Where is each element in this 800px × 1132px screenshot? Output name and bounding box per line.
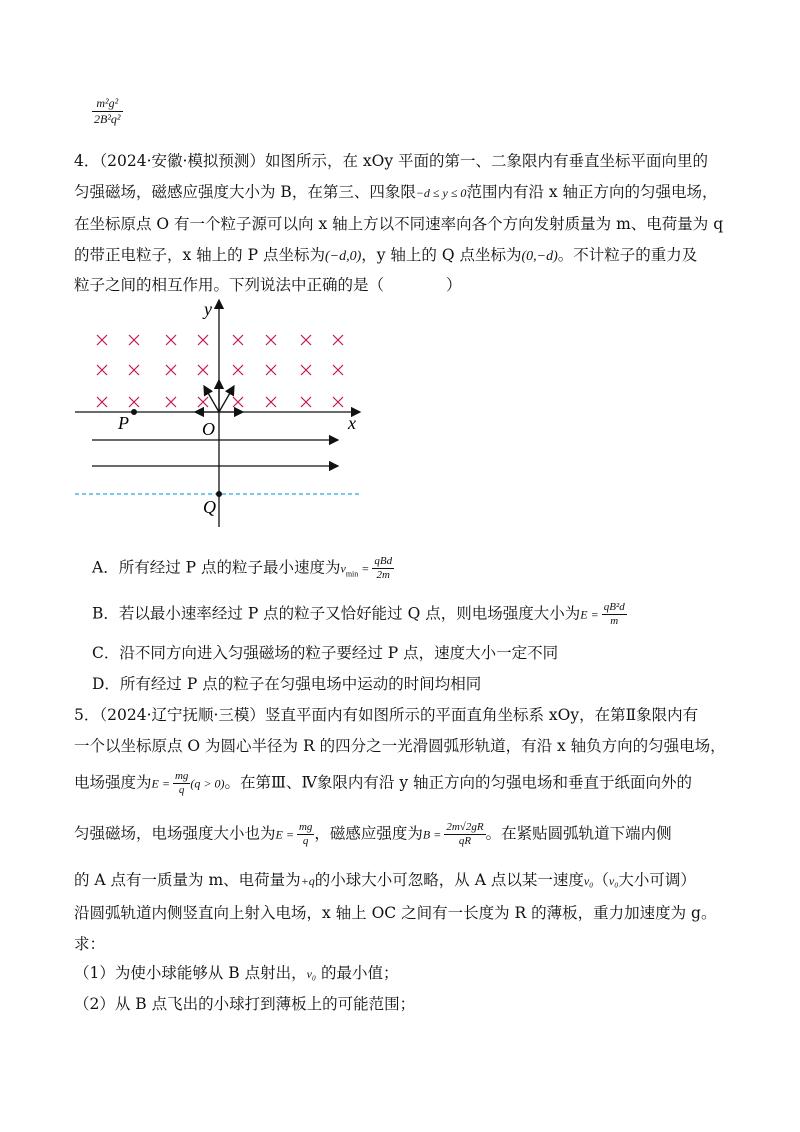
option-b-lhs: E =: [580, 607, 602, 622]
q4-inequality: −d ≤ y ≤ 0: [415, 186, 467, 200]
label-q: Q: [203, 497, 216, 517]
q4-text2a: 匀强磁场，磁感应强度大小为 B，在第三、四象限: [74, 183, 416, 201]
q5-e2-den: q: [302, 835, 309, 847]
field-cross: [129, 397, 139, 407]
q5-e2-lhs: E =: [275, 827, 297, 842]
field-cross: [266, 397, 276, 407]
field-diagram: [70, 295, 370, 535]
field-cross: [97, 335, 107, 345]
q5-e-num: mg: [174, 770, 189, 782]
q5-v0: v₀: [583, 874, 594, 888]
q5-text5b: 的小球大小可忽略，从 A 点以某一速度: [314, 871, 584, 889]
q5-line3: [74, 770, 692, 797]
velocity-arrow-upright: [219, 386, 234, 412]
option-b-den: m: [610, 615, 619, 627]
q5-source: （2024·辽宁抚顺·三模）: [99, 706, 265, 724]
option-b-num: qB²d: [603, 601, 625, 613]
label-y: y: [204, 299, 212, 319]
q5-line7: 求：: [74, 935, 106, 953]
field-cross: [333, 335, 343, 345]
q5-text5a: 的 A 点有一质量为 m、电荷量为: [74, 871, 301, 889]
q4-source: （2024·安徽·模拟预测）: [99, 152, 265, 170]
q4-line2: [74, 182, 718, 203]
field-cross: [166, 335, 176, 345]
q4-text4c: 。不计粒子的重力及: [557, 246, 698, 264]
fraction-numerator: m²g²: [92, 96, 123, 112]
q5-e2-num: mg: [298, 821, 313, 833]
label-o: O: [202, 419, 215, 439]
field-cross: [266, 365, 276, 375]
option-a[interactable]: [92, 555, 394, 585]
q5-line1: [74, 705, 698, 725]
field-cross: [198, 365, 208, 375]
fraction-denominator: 2B²q²: [94, 112, 121, 126]
option-c[interactable]: C．沿不同方向进入匀强磁场的粒子要经过 P 点，速度大小一定不同: [92, 644, 559, 662]
field-cross: [129, 365, 139, 375]
field-cross: [333, 397, 343, 407]
q5-text4a: 匀强磁场，电场强度大小也为: [74, 824, 276, 843]
field-cross: [129, 335, 139, 345]
option-a-eq: =: [358, 561, 373, 576]
field-cross: [301, 335, 311, 345]
q5-text3b: 。在第Ⅲ、Ⅳ象限内有沿 y 轴正方向的匀强电场和垂直于纸面向外的: [224, 773, 693, 792]
option-a-subscript: min: [345, 569, 359, 579]
q5-e-den: q: [178, 784, 185, 796]
label-p: P: [118, 413, 129, 433]
point-q: [216, 491, 222, 497]
option-b-text: B．若以最小速率经过 P 点的粒子又恰好能过 Q 点，则电场强度大小为: [92, 604, 581, 623]
q5-line4: [74, 821, 672, 848]
q5-b-den: qR: [458, 835, 472, 847]
field-cross: [333, 365, 343, 375]
q4-line1: [74, 151, 708, 171]
option-d[interactable]: D．所有经过 P 点的粒子在匀强电场中运动的时间均相同: [92, 675, 482, 693]
magnetic-field-crosses: [97, 335, 343, 407]
option-a-den: 2m: [376, 569, 390, 581]
q5-line2: 一个以坐标原点 O 为圆心半径为 R 的四分之一光滑圆弧形轨道，有沿 x 轴负方向的匀强电场，: [74, 737, 726, 755]
field-cross: [233, 397, 243, 407]
q4-text2b: 范围内有沿 x 轴正方向的匀强电场，: [466, 183, 718, 201]
field-cross: [266, 335, 276, 345]
point-p: [131, 409, 137, 415]
field-cross: [97, 365, 107, 375]
field-cross: [233, 335, 243, 345]
q5-e-lhs: E =: [151, 776, 173, 791]
q5-text4c: 。在紧贴圆弧轨道下端内侧: [485, 824, 672, 843]
q5-text4b: ，磁感应强度为: [314, 824, 423, 843]
q5-number: 5．: [74, 706, 100, 724]
option-a-text: A．所有经过 P 点的粒子最小速度为: [92, 558, 341, 577]
q5-text3a: 电场强度为: [74, 773, 152, 792]
q4-text4b: ，y 轴上的 Q 点坐标为: [361, 246, 522, 264]
q4-text1: 如图所示，在 xOy 平面的第一、二象限内有垂直坐标平面向里的: [264, 152, 708, 170]
field-cross: [166, 397, 176, 407]
field-cross: [301, 397, 311, 407]
q4-q-coord: (0,−d): [521, 249, 558, 264]
q5-sub1-text: （1）为使小球能够从 B 点射出，: [74, 964, 307, 982]
q4-p-coord: (−d,0): [324, 249, 362, 264]
field-cross: [198, 397, 208, 407]
q5-v0b: v₀: [608, 874, 619, 888]
field-cross: [97, 397, 107, 407]
q4-line4: [74, 245, 697, 267]
q5-line5: [74, 870, 696, 891]
q5-sub1: [74, 963, 399, 984]
field-cross: [301, 365, 311, 375]
q4-line3: 在坐标原点 O 有一个粒子源可以向 x 轴上方以不同速率向各个方向发射质量为 m、电荷量为 q: [74, 215, 724, 233]
q4-line5: 粒子之间的相互作用。下列说法中正确的是（ ）: [74, 276, 462, 294]
label-x: x: [348, 413, 356, 433]
q4-text4a: 的带正电粒子，x 轴上的 P 点坐标为: [74, 246, 325, 264]
q5-text5d: 大小可调）: [618, 871, 696, 889]
q5-sub1-v0: v₀: [306, 967, 317, 981]
answer-fraction: [92, 96, 123, 127]
q5-sub2: （2）从 B 点飞出的小球打到薄板上的可能范围；: [74, 995, 416, 1013]
q5-line6: 沿圆弧轨道内侧竖直向上射入电场，x 轴上 OC 之间有一长度为 R 的薄板，重力加速度为 g。: [74, 904, 717, 922]
field-cross: [198, 335, 208, 345]
option-a-lhs: v: [340, 561, 346, 576]
q5-b-num: 2m√2gR: [446, 821, 484, 833]
q5-b-lhs: B =: [422, 827, 445, 842]
option-b[interactable]: [92, 601, 627, 628]
q5-text5c: （: [593, 871, 609, 889]
field-cross: [233, 365, 243, 375]
q5-charge: +q: [300, 874, 315, 888]
q4-number: 4．: [74, 152, 100, 170]
q5-text1: 竖直平面内有如图所示的平面直角坐标系 xOy，在第Ⅱ象限内有: [264, 706, 699, 724]
option-a-num: qBd: [374, 555, 393, 567]
q5-sub1-text2: 的最小值；: [316, 964, 399, 982]
field-cross: [166, 365, 176, 375]
q5-condition: (q > 0): [190, 776, 225, 791]
